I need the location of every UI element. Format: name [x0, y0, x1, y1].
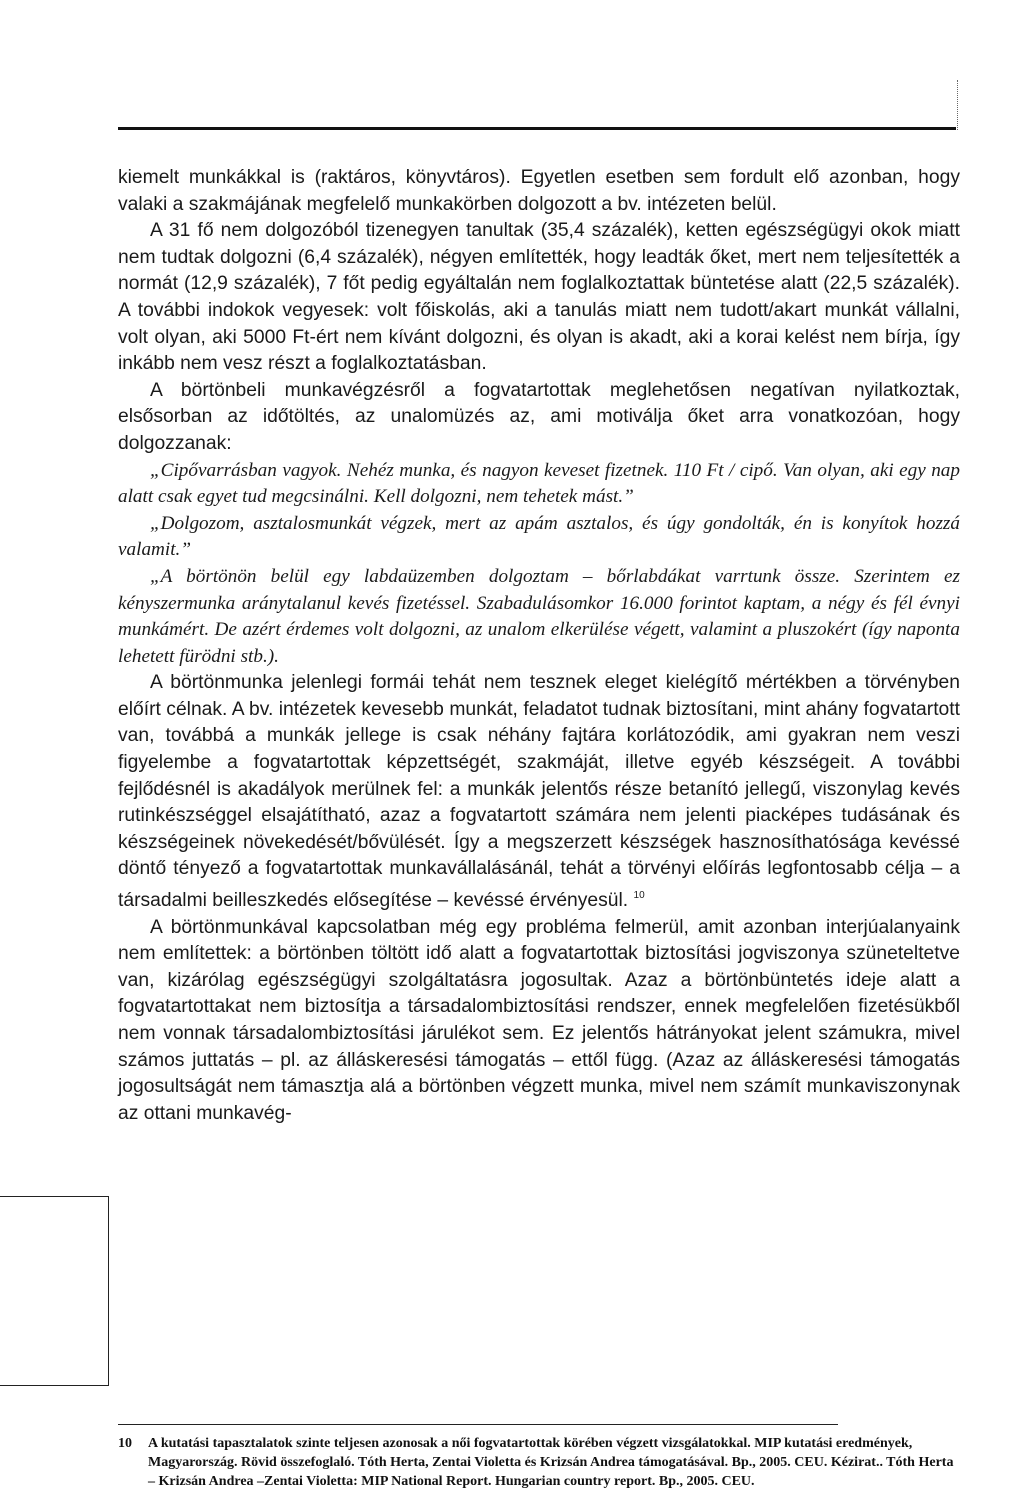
margin-bracket [0, 1196, 109, 1386]
paragraph-0: kiemelt munkákkal is (raktáros, könyvtáros). Egyetlen esetben sem fordult elő azonban, hogy valaki a szakmájának megfelelő munkakörben dolgozott a bv. intézeten belül. [118, 167, 960, 215]
quote-1: „Cipővarrásban vagyok. Nehéz munka, és nagyon keveset fizetnek. 110 Ft / cipő. Van olyan, aki egy nap alatt csak egyet tud megcsinálni. Kell dolgozni, nem tehetek mást.” [118, 459, 960, 508]
quote-3: „A börtönön belül egy labdaüzemben dolgoztam – bőrlabdákat varrtunk össze. Szerintem ez kényszermunka aránytalanul kevés fizetéssel. Szabadulásomkor 16.000 forintot kaptam, a négy és fél évnyi munkámért. De azért érdemes volt dolgozni, az unalom elkerülése végett, valamint a pluszokért (így naponta lehetett fürödni stb.). [118, 565, 960, 667]
paragraph-1: A 31 fő nem dolgozóból tizenegyen tanultak (35,4 százalék), ketten egészségügyi okok miatt nem tudtak dolgozni (6,4 százalék), négyen említették, hogy leadták őket, mert nem teljesítették a normát (12,9 százalék), 7 főt pedig egyáltalán nem foglalkoztattak büntetése alatt (22,5 százalék). A további indokok vegyesek: volt főiskolás, aki a tanulás miatt nem tudott/akart munkát vállalni, volt olyan, aki 5000 Ft-ért nem kívánt dolgozni, és olyan is akadt, aki a korai kelést nem bírja, így inkább nem vesz részt a foglalkoztatásban. [118, 220, 960, 375]
footnote [118, 1434, 960, 1491]
paragraph-2: A börtönbeli munkavégzésről a fogvatartottak meglehetősen negatívan nyilatkoztak, elsősorban az időtöltés, az unalomüzés az, ami motiválja őket arra vonatkozóan, hogy dolgozzanak: [118, 379, 960, 454]
quote-2: „Dolgozom, asztalosmunkát végzek, mert az apám asztalos, és úgy gondolták, én is konyítok hozzá valamit.” [118, 512, 960, 561]
footnote-rule [118, 1424, 838, 1425]
paragraph-6-text: A börtönmunka jelenlegi formái tehát nem tesznek eleget kielégítő mértékben a törvényben előírt célnak. A bv. intézetek kevesebb munkát, feladatot tudnak biztosítani, mint ahány fogvatartott van, továbbá a munkák jellege is csak néhány fajtára korlátozódik, ami gyakran nem veszi figyelembe a fogvatartottak képzettségét, szakmáját, illetve egyéb készségeit. A további fejlődésnél is akadályok merülnek fel: a munkák jelentős része betanító jellegű, viszonylag kevés rutinkészséggel elsajátítható, azaz a fogvatartott számára nem jelenti piacképes tudásának és készségeinek növekedését/bővülését. Így a megszerzett készségek hasznosíthatósága kevéssé döntő tényező a fogvatartottak munkavállalásánál, tehát a törvényi előírás legfontosabb célja – a társadalmi beilleszkedés elősegítése – kevéssé érvényesül. [118, 672, 960, 912]
body-text [118, 165, 960, 1127]
footnote-number: 10 [118, 1436, 132, 1451]
paragraph-6 [118, 670, 960, 914]
header-rule [118, 127, 956, 130]
footnote-ref[interactable]: 10 [633, 890, 645, 902]
margin-dotted-line [957, 80, 958, 130]
footnote-text: A kutatási tapasztalatok szinte teljesen azonosak a női fogvatartottak körében végzett vizsgálatokkal. MIP kutatási eredmények, Magyarország. Rövid összefoglaló. Tóth Herta, Zentai Violetta és Krizsán Andrea támogatásával. Bp., 2005. CEU. Kézirat.. Tóth Herta – Krizsán Andrea –Zentai Violetta: MIP National Report. Hungarian country report. Bp., 2005. CEU. [148, 1436, 954, 1489]
paragraph-7: A börtönmunkával kapcsolatban még egy probléma felmerül, amit azonban interjúalanyaink nem említettek: a börtönben töltött idő alatt a fogvatartottak biztosítási jogviszonya szüneteltetve van, kizárólag egészségügyi szolgáltatásra jogosultak. Azaz a börtönbüntetés ideje alatt a fogvatartottakat nem biztosítja a társadalombiztosítási rendszer, ennek megfelelően fizetésükből nem vonnak társadalombiztosítási járulékot sem. Ez jelentős hátrányokat jelent számukra, mivel számos juttatás – pl. az álláskeresési támogatás – ettől függ. (Azaz az álláskeresési támogatás jogosultságát nem támasztja alá a börtönben végzett munka, mivel nem számít munkaviszonynak az ottani munkavég- [118, 916, 960, 1124]
